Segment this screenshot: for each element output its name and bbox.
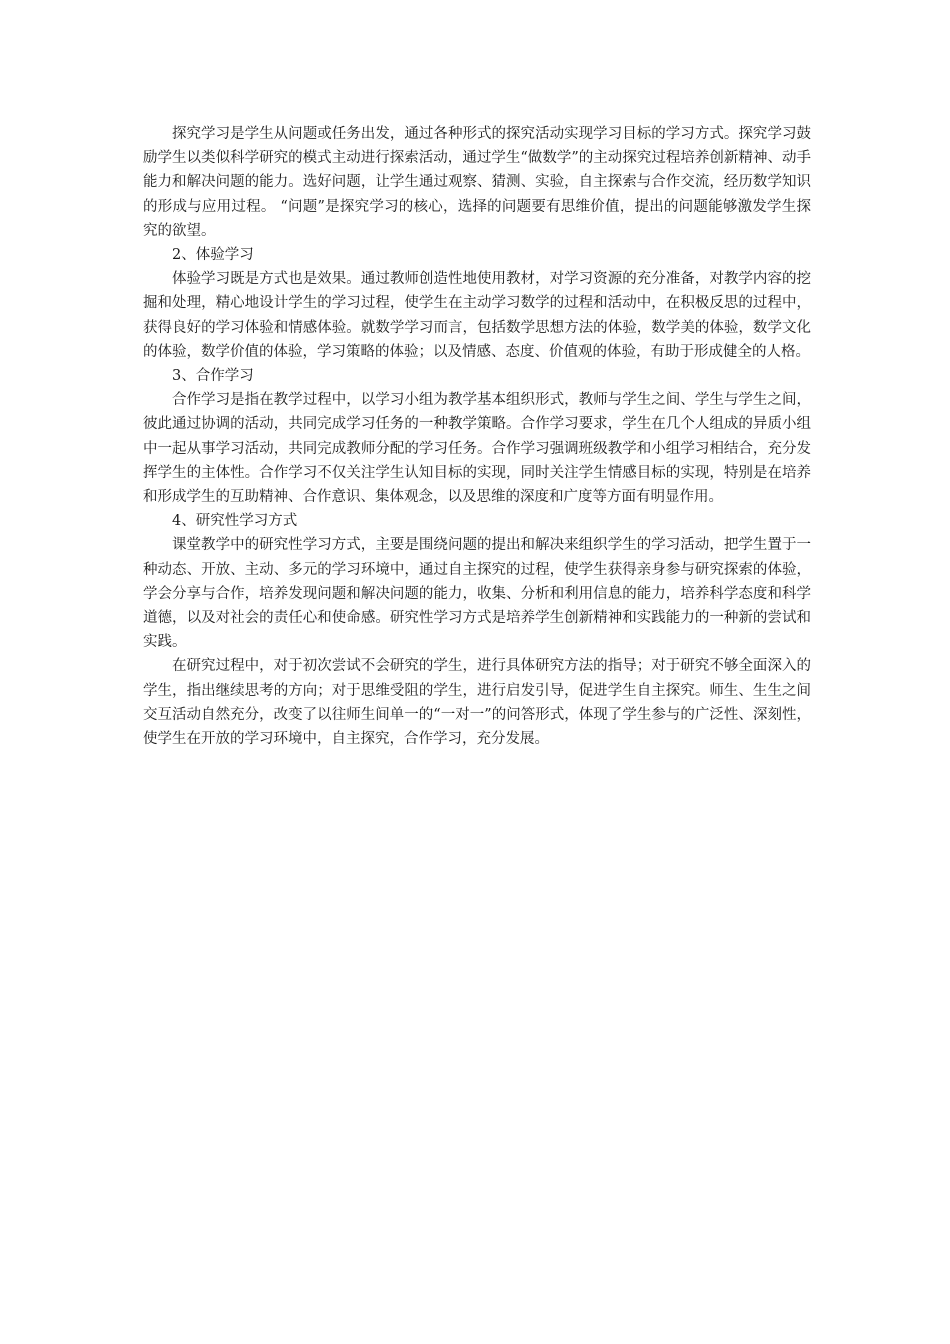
paragraph-research-learning: 课堂教学中的研究性学习方式，主要是围绕问题的提出和解决来组织学生的学习活动，把学生置于一种动态、开放、主动、多元的学习环境中，通过自主探究的过程，使学生获得亲身参与研究探索的体验，学会分享与合作，培养发现问题和解决问题的能力，收集、分析和利用信息的能力，培养科学态度和科学道德，以及对社会的责任心和使命感。研究性学习方式是培养学生创新精神和实践能力的一种新的尝试和实践。 [143,537,811,651]
paragraph-experiential-learning: 体验学习既是方式也是效果。通过教师创造性地使用教材，对学习资源的充分准备，对教学内容的挖掘和处理，精心地设计学生的学习过程，使学生在主动学习数学的过程和活动中，在积极反思的过程中，获得良好的学习体验和情感体验。就数学学习而言，包括数学思想方法的体验，数学美的体验，数学文化的体验，数学价值的体验，学习策略的体验；以及情感、态度、价值观的体验，有助于形成健全的人格。 [143,271,811,360]
heading-research-learning: 4、研究性学习方式 [172,513,298,530]
heading-cooperative-learning: 3、合作学习 [172,368,254,385]
document-body [143,122,811,751]
paragraph-inquiry-learning: 探究学习是学生从问题或任务出发，通过各种形式的探究活动实现学习目标的学习方式。探究学习鼓励学生以类似科学研究的模式主动进行探索活动，通过学生“做数学”的主动探究过程培养创新精神、动手能力和解决问题的能力。选好问题，让学生通过观察、猜测、实验，自主探索与合作交流，经历数学知识的形成与应用过程。 “问题”是探究学习的核心，选择的问题要有思维价值，提出的问题能够激发学生探究的欲望。 [143,126,811,239]
paragraph-research-process: 在研究过程中，对于初次尝试不会研究的学生，进行具体研究方法的指导；对于研究不够全面深入的学生，指出继续思考的方向；对于思维受阻的学生，进行启发引导，促进学生自主探究。师生、生生之间交互活动自然充分，改变了以往师生间单一的“一对一”的问答形式，体现了学生参与的广泛性、深刻性，使学生在开放的学习环境中，自主探究，合作学习，充分发展。 [143,658,811,748]
heading-experiential-learning: 2、体验学习 [172,247,254,264]
paragraph-cooperative-learning: 合作学习是指在教学过程中，以学习小组为教学基本组织形式，教师与学生之间、学生与学生之间，彼此通过协调的活动，共同完成学习任务的一种教学策略。合作学习要求，学生在几个人组成的异质小组中一起从事学习活动，共同完成教师分配的学习任务。合作学习强调班级教学和小组学习相结合，充分发挥学生的主体性。合作学习不仅关注学生认知目标的实现，同时关注学生情感目标的实现，特别是在培养和形成学生的互助精神、合作意识、集体观念，以及思维的深度和广度等方面有明显作用。 [143,392,811,506]
